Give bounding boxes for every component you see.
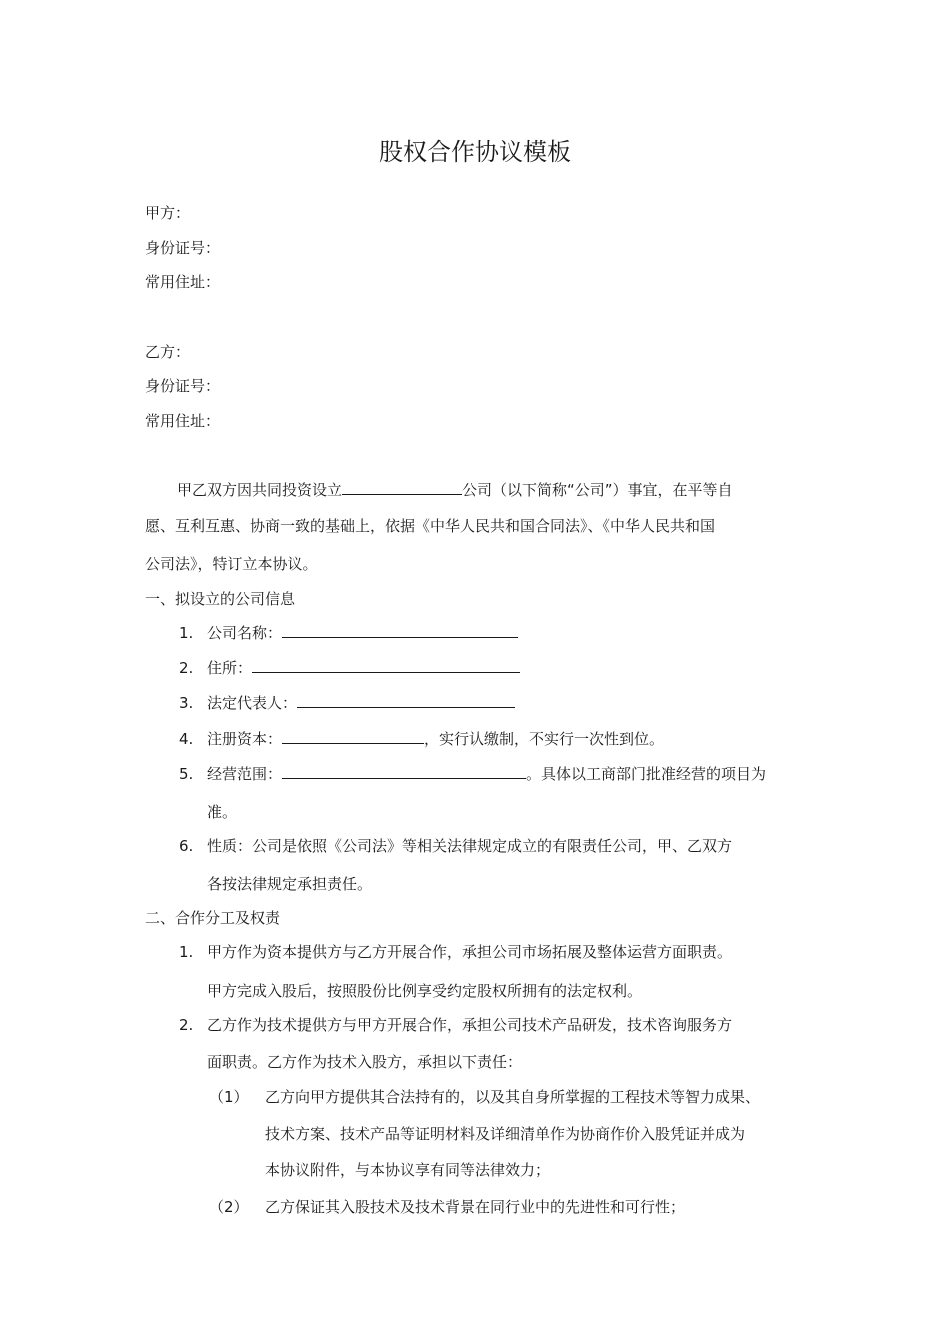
- sublist-item-tech-materials: 乙方向甲方提供其合法持有的，以及其自身所掌握的工程技术等智力成果、: [265, 1088, 761, 1106]
- list-number: 6.: [179, 837, 194, 855]
- list-item-continuation: 甲方完成入股后，按照股份比例享受约定股权所拥有的法定权利。: [207, 982, 643, 1000]
- fill-blank: [282, 621, 518, 638]
- preamble-line-3: 公司法》，特订立本协议。: [145, 555, 318, 573]
- sublist-number: （1）: [209, 1088, 249, 1106]
- field-label: 经营范围：: [207, 765, 283, 783]
- party-a-label: 甲方：: [145, 204, 191, 222]
- party-a-id-label: 身份证号：: [145, 239, 221, 257]
- preamble-line-1: [177, 478, 733, 502]
- preamble-text: 公司（以下简称“公司”）事宜，在平等自: [462, 481, 733, 499]
- field-text: ，实行认缴制，不实行一次性到位。: [424, 730, 665, 748]
- list-item-business-scope: [207, 762, 766, 786]
- field-text: 。具体以工商部门批准经营的项目为: [526, 765, 767, 783]
- list-item-nature: 性质：公司是依照《公司法》等相关法律规定成立的有限责任公司，甲、乙双方: [207, 837, 733, 855]
- field-label: 法定代表人：: [207, 694, 298, 712]
- field-label: 公司名称：: [207, 624, 283, 642]
- party-a-address-label: 常用住址：: [145, 273, 221, 291]
- fill-blank: [282, 762, 526, 779]
- company-name-blank: [342, 478, 462, 495]
- list-item-continuation: 各按法律规定承担责任。: [207, 875, 373, 893]
- list-number: 1.: [179, 624, 194, 642]
- fill-blank: [297, 691, 515, 708]
- field-label: 注册资本：: [207, 730, 283, 748]
- list-number: 2.: [179, 659, 194, 677]
- party-b-address-label: 常用住址：: [145, 412, 221, 430]
- list-item-continuation: 准。: [207, 803, 238, 821]
- list-number: 5.: [179, 765, 194, 783]
- list-item-party-b-role: 乙方作为技术提供方与甲方开展合作，承担公司技术产品研发，技术咨询服务方: [207, 1016, 733, 1034]
- list-item-party-a-role: 甲方作为资本提供方与乙方开展合作，承担公司市场拓展及整体运营方面职责。: [207, 943, 733, 961]
- sublist-item-continuation: 技术方案、技术产品等证明材料及详细清单作为协商作价入股凭证并成为: [265, 1125, 746, 1143]
- list-number: 1.: [179, 943, 194, 961]
- list-item-continuation: 面职责。乙方作为技术入股方，承担以下责任：: [207, 1053, 523, 1071]
- field-label: 住所：: [207, 659, 253, 677]
- list-item-address: [207, 656, 520, 680]
- sublist-number: （2）: [209, 1198, 249, 1216]
- list-number: 4.: [179, 730, 194, 748]
- section-2-heading: 二、合作分工及权责: [145, 909, 281, 927]
- document-title: 股权合作协议模板: [379, 138, 571, 166]
- party-b-id-label: 身份证号：: [145, 377, 221, 395]
- preamble-text: 甲乙双方因共同投资设立: [177, 481, 343, 499]
- list-number: 2.: [179, 1016, 194, 1034]
- list-item-legal-rep: [207, 691, 515, 715]
- sublist-item-continuation: 本协议附件，与本协议享有同等法律效力；: [265, 1161, 551, 1179]
- fill-blank: [252, 656, 520, 673]
- sublist-item-tech-guarantee: 乙方保证其入股技术及技术背景在同行业中的先进性和可行性；: [265, 1198, 686, 1216]
- section-1-heading: 一、拟设立的公司信息: [145, 590, 296, 608]
- list-item-registered-capital: [207, 727, 664, 751]
- list-item-company-name: [207, 621, 518, 645]
- preamble-line-2: 愿、互利互惠、协商一致的基础上，依据《中华人民共和国合同法》、《中华人民共和国: [145, 517, 716, 535]
- list-number: 3.: [179, 694, 194, 712]
- party-b-label: 乙方：: [145, 343, 191, 361]
- fill-blank: [282, 727, 424, 744]
